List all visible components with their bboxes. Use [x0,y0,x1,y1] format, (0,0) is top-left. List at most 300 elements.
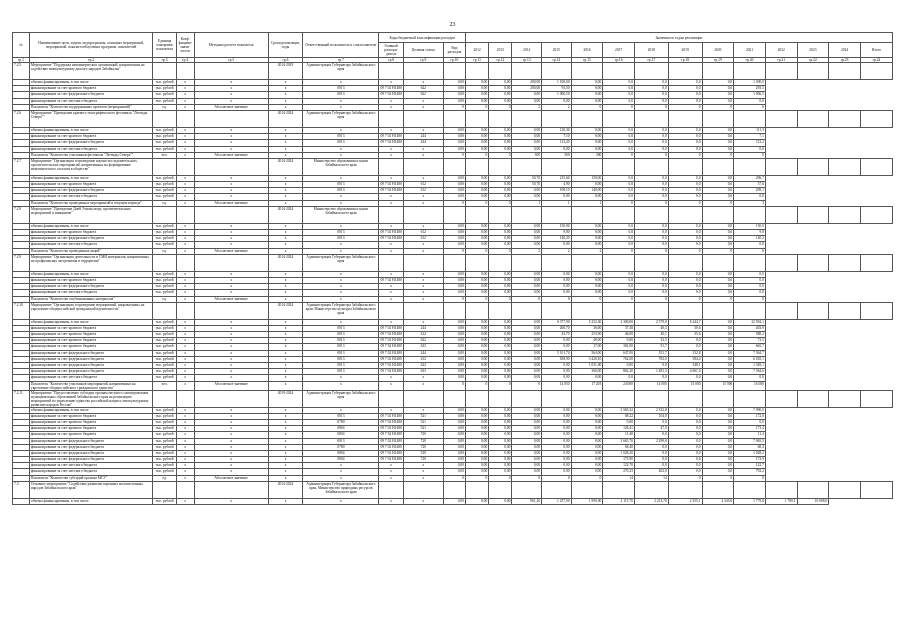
program-row [13,206,893,223]
table-cell: 0,00 [512,188,542,194]
empty-cell [765,254,797,271]
table-cell: 17,00 [571,344,603,350]
table-cell: 244 [403,140,443,146]
table-cell: 0,00 [466,432,489,438]
table-cell: х [403,290,443,296]
program-row [13,302,893,319]
table-cell: 09 7 02 Н1480 [380,325,402,330]
table-cell: 0 [603,104,635,110]
empty-cell [734,390,766,407]
table-cell: 0,0 [668,80,702,86]
table-cell: 6 [734,248,766,254]
table-cell: х [194,319,268,325]
table-cell: х [379,242,403,248]
table-cell: 0,00 [466,413,489,419]
empty-cell [153,158,176,175]
table-cell: 612 [403,356,443,362]
table-cell: 612 [403,236,443,242]
table-cell: 0,00 [489,80,512,86]
table-cell: 720 [403,432,443,438]
table-cell: 0,00 [542,98,572,104]
table-cell: 402,0 [634,469,668,475]
table-cell: х [303,277,379,283]
table-cell: Показатель "Количество проведенных мероприятий в текущем периоде" [29,200,153,206]
table-cell: 0 [542,475,572,481]
empty-cell [443,302,465,319]
table-cell: 0,00 [443,98,465,104]
table-cell: 0,00 [571,375,603,381]
table-cell: х [379,200,403,206]
empty-cell [153,302,176,319]
table-cell: 0,0 [634,284,668,290]
table-cell: 40,00 [571,338,603,344]
table-cell: финансирование за счет местного бюджета [29,242,153,248]
table-cell: 0,00 [542,344,572,350]
header-cell: 2012 [466,43,489,58]
table-cell: 0,0 [603,223,635,229]
empty-cell [379,206,403,223]
empty-cell [512,390,542,407]
table-cell: 0,00 [443,432,465,438]
table-cell: 0,00 [571,230,603,236]
empty-cell [194,302,268,319]
table-cell: 0,0 [702,188,734,194]
table-cell: тыс. рублей [153,407,176,413]
table-cell: 09 7 02 Н1480 [380,438,402,443]
table-cell: 0,00 [512,284,542,290]
program-row [13,390,893,407]
table-cell: 0,00 [466,284,489,290]
table-cell: х [176,375,194,381]
table-cell: 150,00 [542,223,572,229]
program-title: Мероприятие "Проведение Дней Этнокультур, просветительских мероприятий и инициатив" [29,206,153,223]
table-cell: 1 990,00 [571,498,603,504]
table-cell: 633 [403,369,443,375]
program-years: 2014-2024 [268,302,303,319]
program-years: 2014-2024 [268,110,303,127]
header-cell: Значения по годам реализации [466,33,893,43]
table-cell: 0 [634,296,668,302]
table-cell: 0013 [303,86,379,92]
table-cell: 0,0 [634,242,668,248]
table-row [13,498,893,504]
empty-cell [734,481,766,498]
table-cell: 0,00 [466,457,489,463]
table-cell: х [194,356,268,362]
program-responsible: Администрация Губернатора Забайкальского края [303,254,379,271]
table-cell: х [194,413,268,419]
table-cell: 0,00 [466,92,489,98]
empty-cell [860,206,892,223]
table-cell: финансирование за счет краевого бюджета [29,419,153,425]
table-cell: х [379,98,403,104]
table-cell: финансирование за счет краевого бюджета [29,413,153,419]
table-cell: 0,0 [668,242,702,248]
table-cell: финансирование за счет краевого бюджета [29,86,153,92]
table-cell: 0013 [303,188,379,194]
table-cell: 0 [466,296,489,302]
table-cell: 3 420,10 [571,356,603,362]
financing-table [12,32,893,505]
table-cell: 2 [512,248,542,254]
program-title: Мероприятие "Организация и проведение мероприятий, направленных на укрепление общероссийской гражданской идентичности" [29,302,153,319]
table-cell: 0,0 [634,92,668,98]
table-cell: 37,40 [603,325,635,331]
table-cell: х [379,284,403,290]
table-cell: 0,00 [489,498,512,504]
table-cell: 521 [403,413,443,419]
table-cell: 0,0 [668,344,702,350]
empty-cell [542,302,572,319]
table-cell: 0,0 [734,271,766,277]
header-cell: 2023 [797,43,829,58]
table-cell: 09 7 02 Н1480 [380,230,402,234]
table-cell: 622 [403,363,443,369]
table-cell: х [403,242,443,248]
table-cell: 0,00 [512,319,542,325]
table-cell: 244 [403,134,443,140]
empty-cell [153,481,176,498]
table-cell: х [379,475,403,481]
table-cell: х [268,344,303,350]
header-cell: 2013 [489,43,512,58]
table-cell: 0,00 [489,426,512,432]
table-cell: х [176,469,194,475]
table-cell: 50,70 [512,182,542,188]
table-cell: 7,10 [542,134,572,140]
table-cell: 2 [542,104,572,110]
table-cell: 0013 [303,325,379,331]
table-cell: 0804 [303,426,379,432]
table-cell: 2 579,0 [634,319,668,325]
table-cell: 0,0 [634,146,668,152]
table-cell: 0,0 [702,175,734,181]
table-cell: х [303,127,379,133]
empty-cell [403,158,443,175]
table-cell: х [194,363,268,369]
table-cell: 0,0 [603,188,635,194]
column-number: гр.9 [403,58,443,63]
table-cell: 2 299,8 [634,438,668,444]
table-cell: 35,6 [668,332,702,338]
table-cell: 14 [603,475,635,481]
table-cell: 0,00 [443,194,465,200]
table-cell: х [176,242,194,248]
table-cell: х [403,200,443,206]
table-cell: 0,0 [603,194,635,200]
table-cell: 0 [571,296,603,302]
table-cell: 0013 [303,92,379,98]
table-cell: 0,00 [542,146,572,152]
program-responsible: Администрация Губернатора Забайкальского края; Министерство культуры Забайкальского края [303,302,379,319]
table-cell: тыс. рублей [153,146,176,152]
table-cell: 0,00 [443,419,465,425]
empty-cell [176,110,194,127]
table-cell: 1 [542,200,572,206]
empty-cell [194,158,268,175]
table-cell: 0,00 [603,419,635,425]
empty-cell [466,63,489,80]
table-cell: х [268,419,303,425]
table-cell: х [194,127,268,133]
table-cell: 0,0 [668,375,702,381]
table-cell: Абсолютное значение [194,475,268,481]
table-cell: 0,0 [634,175,668,181]
table-cell: х [268,350,303,356]
table-cell: 0,00 [512,332,542,338]
table-cell: х [176,475,194,481]
table-cell: 0,00 [512,344,542,350]
table-cell: 0 [443,381,465,390]
empty-cell [634,254,668,271]
table-cell: 7,1 [734,134,766,140]
table-cell: х [194,242,268,248]
table-cell: финансирование за счет краевого бюджета [29,338,153,344]
empty-cell [176,158,194,175]
table-cell: 0,0 [702,444,734,450]
table-cell: х [176,363,194,369]
table-cell: 862,20 [603,369,635,375]
table-cell: 0 [443,248,465,254]
table-cell: объемы финансирования, в том числе [29,175,153,181]
empty-cell [860,254,892,271]
table-cell: х [403,104,443,110]
table-cell: 0 [489,296,512,302]
table-cell: х [194,338,268,344]
table-cell: 0,00 [512,290,542,296]
table-cell: 126,41 [603,426,635,432]
table-cell: х [194,140,268,146]
table-cell: х [403,175,443,181]
table-cell: х [176,290,194,296]
table-cell: 0 [668,152,702,158]
table-cell: 0,0 [668,271,702,277]
table-cell: 584,4 [668,356,702,362]
empty-cell [153,390,176,407]
table-cell: х [268,140,303,146]
table-cell: 0,00 [542,284,572,290]
table-cell: 0,0 [702,426,734,432]
table-cell: х [194,457,268,463]
table-cell: х [403,248,443,254]
table-cell: 108,10 [542,188,572,194]
table-cell: х [176,463,194,469]
table-cell: тыс. рублей [153,92,176,98]
empty-cell [403,390,443,407]
table-cell: 658,90 [542,356,572,362]
table-cell: 0,00 [443,242,465,248]
table-cell: чел. [153,381,176,390]
table-cell: 09 7 02 Н1480 [380,277,402,282]
table-cell: 0 [634,152,668,158]
header-cell: Методика расчета показателя [194,33,268,58]
program-responsible: Администрация Губернатора Забайкальского края, Министерство природных ресурсов Забайкальского края [303,481,379,498]
table-cell: 0 [668,296,702,302]
header-cell: 2017 [603,43,635,58]
table-cell: 0,00 [466,134,489,140]
table-cell: 300 [571,152,603,158]
table-cell: х [403,277,443,283]
table-cell: 612 [403,182,443,188]
table-cell: 0,0 [603,236,635,242]
table-cell: 113,20 [542,140,572,146]
table-cell: х [176,325,194,331]
table-cell: 0 [466,248,489,254]
table-cell: х [176,369,194,375]
column-number: гр.6 [268,58,303,63]
table-cell: 720 [403,438,443,444]
table-cell: 0013 [303,332,379,338]
table-cell: 0,0 [634,230,668,236]
table-cell: 0,0 [702,134,734,140]
table-cell: х [176,127,194,133]
table-cell: 0,00 [466,363,489,369]
table-cell: 09 7 02 Н1480 [380,450,402,455]
table-cell: 792,2 [734,469,766,475]
table-cell: 132,8 [668,350,702,356]
table-cell: 0,0 [668,469,702,475]
empty-cell [194,254,268,271]
table-cell: х [268,230,303,236]
table-cell: 0,00 [603,338,635,344]
empty-cell [194,481,268,498]
table-cell: 7 965,5 [734,438,766,444]
header-cell: Коды бюджетной классификации расходов [379,33,466,43]
column-number: гр.2 [29,58,153,63]
program-responsible: Администрация Губернатора Забайкальского края [303,110,379,127]
program-title: Мероприятие "Проведение краевого этнографического фестиваля "Легенды Севера"" [29,110,153,127]
table-cell: 7 364,6 [734,369,766,375]
table-cell: 0,0 [702,277,734,283]
table-cell: х [303,463,379,469]
table-cell: х [194,332,268,338]
table-cell: 0,00 [512,223,542,229]
empty-cell [702,481,734,498]
table-cell: ед. [153,296,176,302]
program-responsible: Администрация Губернатора Забайкальского края [303,390,379,407]
empty-cell [571,254,603,271]
table-cell: 0,0 [734,277,766,283]
table-cell: объемы финансирования, в том числе [29,80,153,86]
table-cell: финансирование за счет местного бюджета [29,146,153,152]
table-cell: х [379,469,403,475]
empty-cell [797,481,829,498]
table-cell: 0,00 [443,271,465,277]
table-cell: 68,40 [603,444,635,450]
table-cell: 0,0 [668,438,702,444]
table-cell: 0,00 [443,284,465,290]
table-cell: 0,0 [702,140,734,146]
table-cell: 0,00 [466,188,489,194]
column-number: гр.20 [734,58,766,63]
table-cell: 0,00 [571,223,603,229]
table-cell: 4,90 [542,182,572,188]
column-number: гр.21 [765,58,797,63]
table-cell: 0 [734,475,766,481]
table-cell: 7 090,0 [734,407,766,413]
table-cell: 1 481,3 [634,369,668,375]
empty-cell [603,63,635,80]
table-cell: 0,00 [466,175,489,181]
table-cell: х [379,271,403,277]
empty-cell [153,206,176,223]
table-cell: 0,00 [443,463,465,469]
empty-cell [403,63,443,80]
table-cell: х [194,80,268,86]
empty-cell [542,481,572,498]
column-number: гр.13 [512,58,542,63]
table-cell: 1 031,00 [571,363,603,369]
table-cell: 0,00 [571,277,603,283]
column-number: гр.22 [797,58,829,63]
table-cell: х [194,134,268,140]
table-cell: 2 332,8 [634,407,668,413]
table-cell: 0,00 [542,469,572,475]
table-cell: 0,00 [571,271,603,277]
table-cell: 200,00 [512,80,542,86]
table-cell: 0,0 [603,277,635,283]
table-cell: финансирование за счет краевого бюджета [29,182,153,188]
table-cell: 0,00 [489,242,512,248]
table-cell: х [379,175,403,181]
table-cell: 0,00 [571,98,603,104]
table-cell: х [176,296,194,302]
empty-cell [634,110,668,127]
table-cell: 302,00 [603,344,635,350]
table-cell: х [268,146,303,152]
empty-cell [443,390,465,407]
table-cell: 0,00 [466,338,489,344]
table-cell: х [268,284,303,290]
table-cell: х [194,432,268,438]
header-cell: Целевая статья [403,43,443,58]
table-cell: 2 345,0 [702,498,734,504]
table-cell: 0,00 [512,146,542,152]
empty-cell [860,110,892,127]
table-cell: 0,0 [634,419,668,425]
table-cell: 0,00 [466,290,489,296]
table-cell: 0,00 [512,419,542,425]
table-cell: 0,00 [466,127,489,133]
table-cell: 0 [466,152,489,158]
empty-cell [489,254,512,271]
header-cell: Сроки реализации, годы [268,33,303,58]
column-number: гр.11 [466,58,489,63]
table-cell: х [268,134,303,140]
empty-cell [466,254,489,271]
program-title: Мероприятие "Поддержка некоммерческих организаций, направленная на содействие межкультурному диалогу народов Забайкалья" [29,63,153,80]
table-cell: х [268,438,303,444]
empty-cell [403,302,443,319]
table-cell: х [176,146,194,152]
empty-cell [797,206,829,223]
table-cell: х [268,127,303,133]
table-cell: х [403,80,443,86]
table-cell: х [303,375,379,381]
table-cell: тыс. рублей [153,127,176,133]
empty-cell [603,481,635,498]
table-cell: х [268,236,303,242]
table-cell: тыс. рублей [153,230,176,236]
empty-cell [797,254,829,271]
table-cell: 0,0 [702,332,734,338]
table-cell: х [268,413,303,419]
table-cell: 09 7 02 Н1480 [380,182,402,187]
empty-cell [668,302,702,319]
table-cell: х [268,498,303,504]
table-cell: х [176,457,194,463]
table-cell: тыс. рублей [153,290,176,296]
